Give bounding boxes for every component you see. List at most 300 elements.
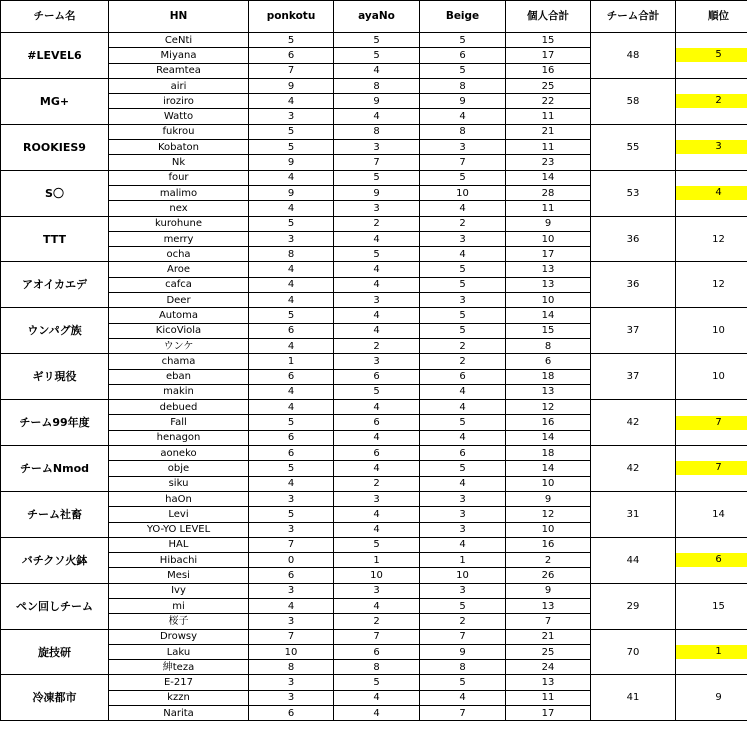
hn-cell[interactable]: four (109, 170, 249, 185)
team-name-cell[interactable]: バチクソ火鉢 (1, 537, 109, 583)
personal-total-cell[interactable]: 14 (506, 170, 591, 185)
ayano-score-cell[interactable]: 4 (334, 109, 420, 124)
ayano-score-cell[interactable]: 4 (334, 277, 420, 292)
ayano-score-cell[interactable]: 4 (334, 690, 420, 705)
hn-cell[interactable]: KicoViola (109, 323, 249, 338)
beige-score-cell[interactable]: 5 (420, 323, 506, 338)
hn-cell[interactable]: makin (109, 384, 249, 399)
rank-cell[interactable] (676, 78, 747, 124)
ayano-score-cell[interactable]: 7 (334, 629, 420, 644)
beige-score-cell[interactable]: 5 (420, 63, 506, 78)
team-total-cell[interactable]: 70 (591, 629, 676, 675)
ponkotu-score-cell[interactable]: 3 (249, 231, 334, 246)
rank-cell[interactable]: 10 (676, 354, 747, 400)
ayano-score-cell[interactable]: 5 (334, 170, 420, 185)
beige-score-cell[interactable]: 5 (420, 461, 506, 476)
ayano-score-cell[interactable]: 2 (334, 614, 420, 629)
header-personal-total[interactable]: 個人合計 (506, 1, 591, 33)
hn-cell[interactable]: ウンケ (109, 338, 249, 353)
ayano-score-cell[interactable]: 4 (334, 461, 420, 476)
personal-total-cell[interactable]: 12 (506, 507, 591, 522)
ponkotu-score-cell[interactable]: 6 (249, 446, 334, 461)
ponkotu-score-cell[interactable]: 6 (249, 369, 334, 384)
team-total-cell[interactable]: 37 (591, 354, 676, 400)
ponkotu-score-cell[interactable]: 5 (249, 33, 334, 48)
personal-total-cell[interactable]: 8 (506, 338, 591, 353)
rank-cell[interactable]: 15 (676, 583, 747, 629)
team-total-cell[interactable]: 48 (591, 33, 676, 79)
hn-cell[interactable]: malimo (109, 185, 249, 200)
ayano-score-cell[interactable]: 4 (334, 400, 420, 415)
beige-score-cell[interactable]: 5 (420, 262, 506, 277)
rank-cell[interactable] (676, 170, 747, 216)
header-team-name[interactable]: チーム名 (1, 1, 109, 33)
ponkotu-score-cell[interactable]: 3 (249, 491, 334, 506)
ayano-score-cell[interactable]: 3 (334, 293, 420, 308)
hn-cell[interactable]: Deer (109, 293, 249, 308)
beige-score-cell[interactable]: 4 (420, 400, 506, 415)
beige-score-cell[interactable]: 6 (420, 446, 506, 461)
personal-total-cell[interactable]: 13 (506, 675, 591, 690)
ayano-score-cell[interactable]: 2 (334, 216, 420, 231)
ponkotu-score-cell[interactable]: 3 (249, 109, 334, 124)
hn-cell[interactable]: Hibachi (109, 553, 249, 568)
team-total-cell[interactable]: 36 (591, 262, 676, 308)
team-total-cell[interactable]: 29 (591, 583, 676, 629)
personal-total-cell[interactable]: 14 (506, 308, 591, 323)
beige-score-cell[interactable]: 7 (420, 155, 506, 170)
ponkotu-score-cell[interactable]: 5 (249, 140, 334, 155)
personal-total-cell[interactable]: 10 (506, 293, 591, 308)
ponkotu-score-cell[interactable]: 5 (249, 507, 334, 522)
hn-cell[interactable]: HAL (109, 537, 249, 552)
hn-cell[interactable]: Automa (109, 308, 249, 323)
header-ponkotu[interactable]: ponkotu (249, 1, 334, 33)
ponkotu-score-cell[interactable]: 1 (249, 354, 334, 369)
ayano-score-cell[interactable]: 4 (334, 323, 420, 338)
beige-score-cell[interactable]: 3 (420, 522, 506, 537)
team-total-cell[interactable]: 42 (591, 400, 676, 446)
team-name-cell[interactable]: 旋技研 (1, 629, 109, 675)
ayano-score-cell[interactable]: 4 (334, 262, 420, 277)
table-row (1, 446, 747, 461)
personal-total-cell[interactable]: 23 (506, 155, 591, 170)
personal-total-cell[interactable]: 9 (506, 583, 591, 598)
beige-score-cell[interactable]: 2 (420, 216, 506, 231)
hn-cell[interactable]: eban (109, 369, 249, 384)
personal-total-cell[interactable]: 24 (506, 660, 591, 675)
ponkotu-score-cell[interactable]: 9 (249, 78, 334, 93)
hn-cell[interactable]: Kobaton (109, 140, 249, 155)
team-name-cell[interactable]: ウンパグ族 (1, 308, 109, 354)
hn-cell[interactable]: Aroe (109, 262, 249, 277)
hn-cell[interactable]: iroziro (109, 94, 249, 109)
table-row (1, 400, 747, 415)
beige-score-cell[interactable]: 8 (420, 78, 506, 93)
personal-total-cell[interactable]: 25 (506, 644, 591, 659)
ayano-score-cell[interactable]: 10 (334, 568, 420, 583)
beige-score-cell[interactable]: 5 (420, 675, 506, 690)
ponkotu-score-cell[interactable]: 4 (249, 476, 334, 491)
table-row (1, 170, 747, 185)
ayano-score-cell[interactable]: 9 (334, 94, 420, 109)
hn-cell[interactable]: Fall (109, 415, 249, 430)
personal-total-cell[interactable]: 18 (506, 446, 591, 461)
beige-score-cell[interactable]: 8 (420, 660, 506, 675)
beige-score-cell[interactable]: 3 (420, 507, 506, 522)
ponkotu-score-cell[interactable]: 7 (249, 537, 334, 552)
ayano-score-cell[interactable]: 3 (334, 491, 420, 506)
ayano-score-cell[interactable]: 4 (334, 231, 420, 246)
beige-score-cell[interactable]: 2 (420, 614, 506, 629)
ayano-score-cell[interactable]: 3 (334, 583, 420, 598)
rank-highlight: 5 (676, 48, 747, 62)
ponkotu-score-cell[interactable]: 9 (249, 155, 334, 170)
ponkotu-score-cell[interactable]: 4 (249, 338, 334, 353)
team-name-cell[interactable]: #LEVEL6 (1, 33, 109, 79)
header-row (1, 1, 747, 33)
ayano-score-cell[interactable]: 3 (334, 140, 420, 155)
beige-score-cell[interactable]: 10 (420, 185, 506, 200)
ayano-score-cell[interactable]: 6 (334, 369, 420, 384)
ayano-score-cell[interactable]: 5 (334, 675, 420, 690)
ponkotu-score-cell[interactable]: 5 (249, 216, 334, 231)
team-name-cell[interactable]: ROOKIES9 (1, 124, 109, 170)
table-row (1, 262, 747, 277)
table-row (1, 216, 747, 231)
header-beige[interactable]: Beige (420, 1, 506, 33)
beige-score-cell[interactable]: 9 (420, 94, 506, 109)
ponkotu-score-cell[interactable]: 4 (249, 170, 334, 185)
table-row (1, 33, 747, 48)
hn-cell[interactable]: YO-YO LEVEL (109, 522, 249, 537)
header-team-total[interactable]: チーム合計 (591, 1, 676, 33)
ponkotu-score-cell[interactable]: 4 (249, 201, 334, 216)
rank-cell[interactable] (676, 537, 747, 583)
rank-cell[interactable] (676, 629, 747, 675)
personal-total-cell[interactable]: 15 (506, 33, 591, 48)
team-total-cell[interactable]: 55 (591, 124, 676, 170)
personal-total-cell[interactable]: 16 (506, 537, 591, 552)
table-row (1, 354, 747, 369)
beige-score-cell[interactable]: 3 (420, 231, 506, 246)
ayano-score-cell[interactable]: 6 (334, 644, 420, 659)
ponkotu-score-cell[interactable]: 6 (249, 430, 334, 445)
ponkotu-score-cell[interactable]: 5 (249, 124, 334, 139)
ponkotu-score-cell[interactable]: 3 (249, 614, 334, 629)
personal-total-cell[interactable]: 13 (506, 277, 591, 292)
hn-cell[interactable]: Watto (109, 109, 249, 124)
ponkotu-score-cell[interactable]: 4 (249, 384, 334, 399)
ayano-score-cell[interactable]: 3 (334, 354, 420, 369)
team-total-cell[interactable]: 36 (591, 216, 676, 262)
personal-total-cell[interactable]: 9 (506, 491, 591, 506)
personal-total-cell[interactable]: 13 (506, 384, 591, 399)
team-total-cell[interactable]: 53 (591, 170, 676, 216)
table-row (1, 629, 747, 644)
team-name-cell[interactable]: チーム99年度 (1, 400, 109, 446)
rank-highlight: 3 (676, 140, 747, 154)
beige-score-cell[interactable]: 4 (420, 109, 506, 124)
table-row (1, 124, 747, 139)
beige-score-cell[interactable]: 4 (420, 476, 506, 491)
beige-score-cell[interactable]: 4 (420, 384, 506, 399)
personal-total-cell[interactable]: 11 (506, 109, 591, 124)
hn-cell[interactable]: Ivy (109, 583, 249, 598)
rank-cell[interactable]: 12 (676, 262, 747, 308)
team-total-cell[interactable]: 41 (591, 675, 676, 721)
beige-score-cell[interactable]: 7 (420, 629, 506, 644)
personal-total-cell[interactable]: 13 (506, 598, 591, 613)
ponkotu-score-cell[interactable]: 6 (249, 323, 334, 338)
beige-score-cell[interactable]: 4 (420, 430, 506, 445)
personal-total-cell[interactable]: 28 (506, 185, 591, 200)
ayano-score-cell[interactable]: 2 (334, 338, 420, 353)
ayano-score-cell[interactable]: 1 (334, 553, 420, 568)
rank-highlight: 7 (676, 416, 747, 430)
personal-total-cell[interactable]: 12 (506, 400, 591, 415)
personal-total-cell[interactable]: 15 (506, 323, 591, 338)
ponkotu-score-cell[interactable]: 4 (249, 293, 334, 308)
ayano-score-cell[interactable]: 5 (334, 48, 420, 63)
ayano-score-cell[interactable]: 8 (334, 124, 420, 139)
personal-total-cell[interactable]: 9 (506, 216, 591, 231)
ponkotu-score-cell[interactable]: 6 (249, 568, 334, 583)
personal-total-cell[interactable]: 17 (506, 48, 591, 63)
personal-total-cell[interactable]: 17 (506, 706, 591, 721)
beige-score-cell[interactable]: 5 (420, 33, 506, 48)
ayano-score-cell[interactable]: 4 (334, 522, 420, 537)
hn-cell[interactable]: haOn (109, 491, 249, 506)
ayano-score-cell[interactable]: 5 (334, 537, 420, 552)
ayano-score-cell[interactable]: 4 (334, 430, 420, 445)
hn-cell[interactable]: E-217 (109, 675, 249, 690)
hn-cell[interactable]: obje (109, 461, 249, 476)
team-total-cell[interactable]: 44 (591, 537, 676, 583)
personal-total-cell[interactable]: 21 (506, 124, 591, 139)
personal-total-cell[interactable]: 14 (506, 430, 591, 445)
beige-score-cell[interactable]: 8 (420, 124, 506, 139)
ponkotu-score-cell[interactable]: 5 (249, 461, 334, 476)
personal-total-cell[interactable]: 22 (506, 94, 591, 109)
beige-score-cell[interactable]: 6 (420, 48, 506, 63)
beige-score-cell[interactable]: 4 (420, 201, 506, 216)
hn-cell[interactable]: chama (109, 354, 249, 369)
beige-score-cell[interactable]: 3 (420, 140, 506, 155)
rank-highlight: 2 (676, 94, 747, 108)
personal-total-cell[interactable]: 11 (506, 201, 591, 216)
personal-total-cell[interactable]: 10 (506, 476, 591, 491)
ponkotu-score-cell[interactable]: 4 (249, 400, 334, 415)
beige-score-cell[interactable]: 5 (420, 170, 506, 185)
beige-score-cell[interactable]: 3 (420, 583, 506, 598)
ayano-score-cell[interactable]: 5 (334, 384, 420, 399)
table-row (1, 537, 747, 552)
ponkotu-score-cell[interactable]: 3 (249, 583, 334, 598)
personal-total-cell[interactable]: 13 (506, 262, 591, 277)
beige-score-cell[interactable]: 4 (420, 247, 506, 262)
ayano-score-cell[interactable]: 9 (334, 185, 420, 200)
hn-cell[interactable]: Mesi (109, 568, 249, 583)
rank-cell[interactable] (676, 33, 747, 79)
beige-score-cell[interactable]: 3 (420, 293, 506, 308)
ponkotu-score-cell[interactable]: 7 (249, 63, 334, 78)
personal-total-cell[interactable]: 16 (506, 415, 591, 430)
hn-cell[interactable]: aoneko (109, 446, 249, 461)
ayano-score-cell[interactable]: 4 (334, 63, 420, 78)
personal-total-cell[interactable]: 2 (506, 553, 591, 568)
ponkotu-score-cell[interactable]: 3 (249, 675, 334, 690)
team-name-cell[interactable]: チーム社畜 (1, 491, 109, 537)
team-total-cell[interactable]: 37 (591, 308, 676, 354)
hn-cell[interactable]: henagon (109, 430, 249, 445)
ponkotu-score-cell[interactable]: 5 (249, 415, 334, 430)
hn-cell[interactable]: mi (109, 598, 249, 613)
team-name-cell[interactable]: TTT (1, 216, 109, 262)
beige-score-cell[interactable]: 6 (420, 369, 506, 384)
hn-cell[interactable]: ocha (109, 247, 249, 262)
hn-cell[interactable]: Miyana (109, 48, 249, 63)
hn-cell[interactable]: merry (109, 231, 249, 246)
rank-cell[interactable]: 9 (676, 675, 747, 721)
hn-cell[interactable]: CeNti (109, 33, 249, 48)
beige-score-cell[interactable]: 4 (420, 690, 506, 705)
ponkotu-score-cell[interactable]: 5 (249, 308, 334, 323)
team-total-cell[interactable]: 42 (591, 446, 676, 492)
ayano-score-cell[interactable]: 8 (334, 78, 420, 93)
hn-cell[interactable]: debued (109, 400, 249, 415)
table-row (1, 78, 747, 93)
hn-cell[interactable]: kzzn (109, 690, 249, 705)
ayano-score-cell[interactable]: 4 (334, 598, 420, 613)
personal-total-cell[interactable]: 21 (506, 629, 591, 644)
ayano-score-cell[interactable]: 6 (334, 415, 420, 430)
rank-highlight: 7 (676, 461, 747, 475)
personal-total-cell[interactable]: 17 (506, 247, 591, 262)
ayano-score-cell[interactable]: 3 (334, 201, 420, 216)
beige-score-cell[interactable]: 5 (420, 598, 506, 613)
rank-highlight: 4 (676, 186, 747, 200)
ayano-score-cell[interactable]: 4 (334, 706, 420, 721)
header-hn[interactable]: HN (109, 1, 249, 33)
rank-cell[interactable] (676, 400, 747, 446)
personal-total-cell[interactable]: 16 (506, 63, 591, 78)
hn-cell[interactable]: cafca (109, 277, 249, 292)
hn-cell[interactable]: Levi (109, 507, 249, 522)
beige-score-cell[interactable]: 10 (420, 568, 506, 583)
table-row (1, 583, 747, 598)
rank-cell[interactable]: 14 (676, 491, 747, 537)
header-rank[interactable]: 順位 (676, 1, 747, 33)
beige-score-cell[interactable]: 7 (420, 706, 506, 721)
beige-score-cell[interactable]: 2 (420, 354, 506, 369)
ponkotu-score-cell[interactable]: 4 (249, 262, 334, 277)
team-name-cell[interactable]: アオイカエデ (1, 262, 109, 308)
team-name-cell[interactable]: MG+ (1, 78, 109, 124)
personal-total-cell[interactable]: 25 (506, 78, 591, 93)
ayano-score-cell[interactable]: 5 (334, 247, 420, 262)
ponkotu-score-cell[interactable]: 8 (249, 660, 334, 675)
ayano-score-cell[interactable]: 5 (334, 33, 420, 48)
beige-score-cell[interactable]: 1 (420, 553, 506, 568)
ayano-score-cell[interactable]: 7 (334, 155, 420, 170)
hn-cell[interactable]: Nk (109, 155, 249, 170)
hn-cell[interactable]: 紳teza (109, 660, 249, 675)
team-name-cell[interactable]: ギリ現役 (1, 354, 109, 400)
ponkotu-score-cell[interactable]: 3 (249, 690, 334, 705)
team-total-cell[interactable]: 31 (591, 491, 676, 537)
rank-highlight: 6 (676, 553, 747, 567)
ponkotu-score-cell[interactable]: 4 (249, 94, 334, 109)
personal-total-cell[interactable]: 11 (506, 140, 591, 155)
beige-score-cell[interactable]: 5 (420, 415, 506, 430)
ponkotu-score-cell[interactable]: 0 (249, 553, 334, 568)
ponkotu-score-cell[interactable]: 9 (249, 185, 334, 200)
ponkotu-score-cell[interactable]: 3 (249, 522, 334, 537)
ayano-score-cell[interactable]: 2 (334, 476, 420, 491)
ponkotu-score-cell[interactable]: 8 (249, 247, 334, 262)
ponkotu-score-cell[interactable]: 4 (249, 598, 334, 613)
hn-cell[interactable]: Narita (109, 706, 249, 721)
personal-total-cell[interactable]: 10 (506, 522, 591, 537)
beige-score-cell[interactable]: 9 (420, 644, 506, 659)
hn-cell[interactable]: nex (109, 201, 249, 216)
team-name-cell[interactable]: チームNmod (1, 446, 109, 492)
ayano-score-cell[interactable]: 8 (334, 660, 420, 675)
personal-total-cell[interactable]: 14 (506, 461, 591, 476)
ayano-score-cell[interactable]: 4 (334, 308, 420, 323)
team-name-cell[interactable]: S〇 (1, 170, 109, 216)
ponkotu-score-cell[interactable]: 7 (249, 629, 334, 644)
ayano-score-cell[interactable]: 4 (334, 507, 420, 522)
beige-score-cell[interactable]: 3 (420, 491, 506, 506)
team-name-cell[interactable]: 冷凍都市 (1, 675, 109, 721)
rank-cell[interactable]: 10 (676, 308, 747, 354)
personal-total-cell[interactable]: 10 (506, 231, 591, 246)
beige-score-cell[interactable]: 2 (420, 338, 506, 353)
hn-cell[interactable]: kurohune (109, 216, 249, 231)
hn-cell[interactable]: 桜子 (109, 614, 249, 629)
personal-total-cell[interactable]: 26 (506, 568, 591, 583)
hn-cell[interactable]: siku (109, 476, 249, 491)
table-row (1, 491, 747, 506)
personal-total-cell[interactable]: 18 (506, 369, 591, 384)
rank-cell[interactable] (676, 446, 747, 492)
hn-cell[interactable]: fukrou (109, 124, 249, 139)
team-name-cell[interactable]: ペン回しチーム (1, 583, 109, 629)
hn-cell[interactable]: airi (109, 78, 249, 93)
beige-score-cell[interactable]: 4 (420, 537, 506, 552)
header-ayano[interactable]: ayaNo (334, 1, 420, 33)
team-total-cell[interactable]: 58 (591, 78, 676, 124)
hn-cell[interactable]: Reamtea (109, 63, 249, 78)
ayano-score-cell[interactable]: 6 (334, 446, 420, 461)
table-body (1, 33, 747, 721)
beige-score-cell[interactable]: 5 (420, 277, 506, 292)
personal-total-cell[interactable]: 7 (506, 614, 591, 629)
personal-total-cell[interactable]: 11 (506, 690, 591, 705)
beige-score-cell[interactable]: 5 (420, 308, 506, 323)
ponkotu-score-cell[interactable]: 6 (249, 48, 334, 63)
personal-total-cell[interactable]: 6 (506, 354, 591, 369)
rank-cell[interactable]: 12 (676, 216, 747, 262)
ponkotu-score-cell[interactable]: 4 (249, 277, 334, 292)
hn-cell[interactable]: Laku (109, 644, 249, 659)
hn-cell[interactable]: Drowsy (109, 629, 249, 644)
ponkotu-score-cell[interactable]: 6 (249, 706, 334, 721)
rank-cell[interactable] (676, 124, 747, 170)
ponkotu-score-cell[interactable]: 10 (249, 644, 334, 659)
